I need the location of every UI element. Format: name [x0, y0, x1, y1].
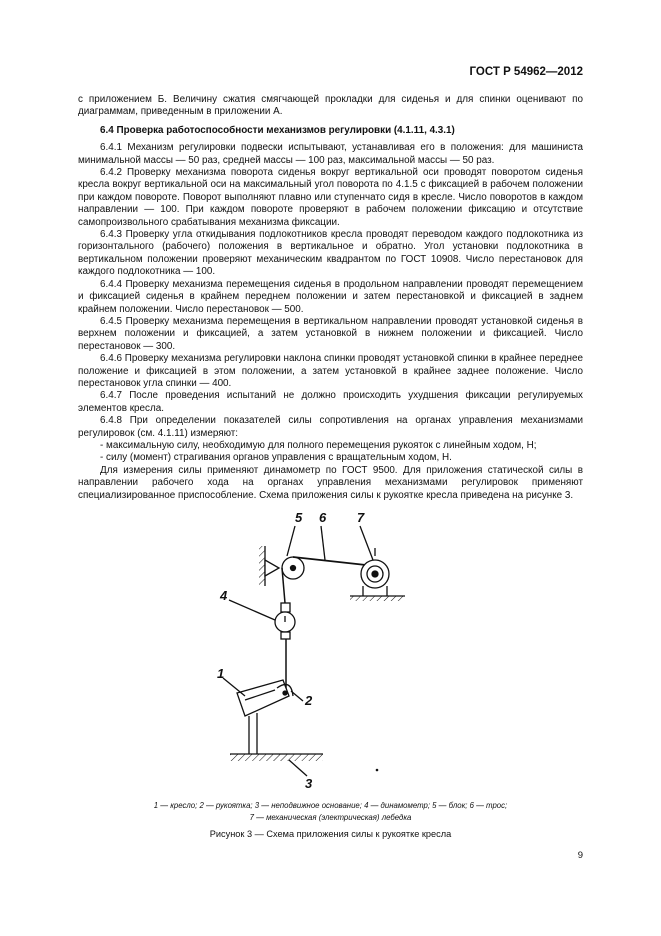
label-4: 4	[220, 588, 228, 603]
figure-caption: Рисунок 3 — Схема приложения силы к рукоятке кресла	[209, 829, 452, 839]
page-number: 9	[577, 850, 583, 861]
label-7: 7	[357, 510, 365, 525]
label-5: 5	[295, 510, 303, 525]
label-6: 6	[319, 510, 327, 525]
paragraph-6-4-5: 6.4.5 Проверку механизма перемещения в вертикальном направлении проводят установкой сиденья в верхнем положении и фиксацией, а затем установкой в нижнем положении и фиксацией. Число перестановок — 300.	[78, 315, 583, 352]
paragraph-6-4-7: 6.4.7 После проведения испытаний не должно происходить ухудшения фиксации регулируемых элементов кресла.	[78, 390, 583, 414]
paragraph-6-4-2: 6.4.2 Проверку механизма поворота сиденья вокруг вертикальной оси проводят поворотом сиденья кресла вокруг вертикальной оси на максимальный угол поворота по 4.1.5 с фиксацией в рабочем положении при каждом повороте. Поворот выполняют плавно или ступенчато сидя в кресле. Число поворотов в каждом направлении — 100. При каждом повороте проверяют в рабочем положении фиксацию и отсутствие самопроизвольного срабатывания механизма фиксации.	[78, 167, 583, 228]
paragraph-6-4-8: 6.4.8 При определении показателей силы сопротивления на органах управления механизмами регулировок (см. 4.1.11) измеряют:	[78, 415, 583, 439]
body-text	[78, 94, 583, 502]
page-header: ГОСТ Р 54962—2012	[469, 66, 583, 78]
paragraph-6-4-6: 6.4.6 Проверку механизма регулировки наклона спинки проводят установкой спинки в крайнее переднее положение и фиксацией в этом положении, а затем установкой в крайнее заднее положение. Число перестановок угла спинки — 400.	[78, 353, 583, 389]
pulley-bracket	[265, 560, 279, 576]
label-2: 2	[305, 693, 313, 708]
legend-line: 7 — механическая (электрическая) лебедка	[249, 813, 412, 822]
legend-line: 1 — кресло; 2 — рукоятка; 3 — неподвижное основание; 4 — динамометр; 5 — блок; 6 — трос;	[153, 801, 508, 810]
paragraph-6-4-4: 6.4.4 Проверку механизма перемещения сиденья в продольном направлении проводят перемещением и фиксацией сиденья в крайнем переднем положении и затем перестановкой и фиксацией в заднем крайнем положении. Число перестановок — 500.	[78, 278, 583, 315]
closing-paragraph: Для измерения силы применяют динамометр по ГОСТ 9500. Для приложения статической силы в направлении рабочего хода на органах управления механизмами регулировок применяют специализированное приспособление. Схема приложения силы к рукоятке кресла приведена на рисунке 3.	[78, 464, 583, 501]
dynamometer-top	[281, 603, 290, 612]
list-item: - максимальную силу, необходимую для полного перемещения рукояток с линейным ходом, Н;	[100, 439, 537, 451]
paragraph-6-4-1: 6.4.1 Механизм регулировки подвески испытывают, устанавливая его в положения: для машиниста минимальной массы — 50 раз, средней массы — 100 раз, максимальной массы — 50 раз.	[78, 142, 583, 166]
intro-paragraph: с приложением Б. Величину сжатия смягчающей прокладки для сиденья и для спинки оценивают по диаграммам, приведенным в приложении А.	[78, 94, 583, 118]
paragraph-6-4-3: 6.4.3 Проверку угла откидывания подлокотников кресла проводят переводом каждого подлокотника из горизонтального (рабочего) положения в вертикальное и обратно. Угол установки подлокотника в вертикальном положении проверяют механическим квадрантом по ГОСТ 10908. Число перестановок для каждого подлокотника — 100.	[78, 229, 583, 278]
force-scheme-figure	[215, 508, 455, 798]
label-1: 1	[217, 666, 225, 681]
section-title: 6.4 Проверка работоспособности механизмов регулировки (4.1.11, 4.3.1)	[100, 124, 455, 136]
figure-legend	[78, 800, 583, 824]
list-item: - силу (момент) страгивания органов управления с вращательным ходом, Н.	[100, 452, 452, 464]
label-3: 3	[305, 776, 313, 791]
cable	[293, 557, 375, 566]
wall-hatch	[259, 546, 265, 586]
